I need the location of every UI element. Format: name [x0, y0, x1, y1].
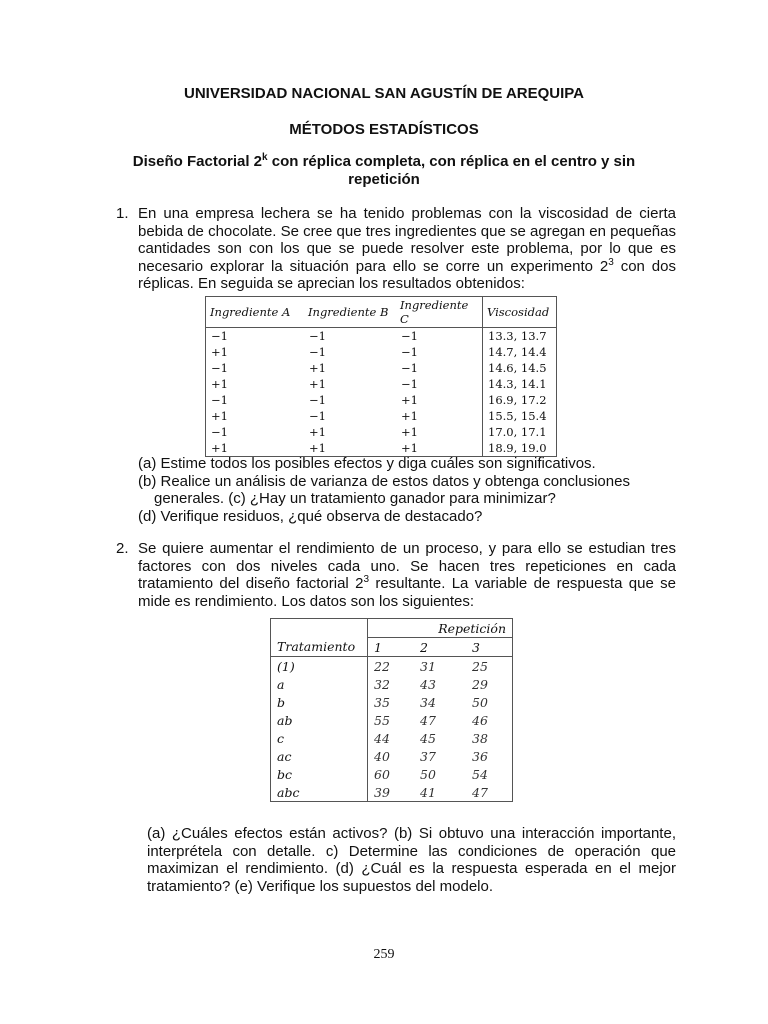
table-cell: −1 — [309, 409, 326, 423]
table-cell: 47 — [420, 712, 436, 728]
table-cell: −1 — [401, 329, 418, 343]
viscosity-table — [205, 296, 557, 457]
table-cell: 25 — [472, 658, 488, 674]
question-d: (d) Verifique residuos, ¿qué observa de destacado? — [138, 507, 483, 525]
problem2-questions: (a) ¿Cuáles efectos están activos? (b) Si obtuvo una interacción importante, interprételа con detalle. c) Determine las condiciones de operación que maximizan el rendimiento. (d) ¿Cuál es la respuesta esperada en el mejor tratamiento? (e) Verifique los supuestos del modelo. — [147, 825, 676, 895]
table-cell: 38 — [472, 730, 488, 746]
treatment-label: ab — [277, 712, 293, 728]
table-cell: +1 — [309, 425, 326, 439]
table-cell: 50 — [420, 766, 436, 782]
repeticion-header: Repetición — [368, 619, 513, 638]
problem2-text-pre: Se quiere aumentar el rendimiento de un proceso, y para ello se estudian tres factores con dos niveles cada uno. Se hacen tres repeticiones en cada tratamiento del diseño factorial 2 — [138, 540, 676, 592]
table-cell: +1 — [401, 425, 418, 439]
table-cell: +1 — [309, 361, 326, 375]
table-cell: −1 — [309, 393, 326, 407]
table-cell: −1 — [309, 345, 326, 359]
treatment-label: bc — [277, 766, 293, 782]
question-b-cont: generales. (c) ¿Hay un tratamiento ganador para minimizar? — [154, 490, 556, 507]
problem2-text-post: resultante. La variable de respuesta que se mide es rendimiento. Los datos son los siguientes: — [138, 575, 676, 610]
table-cell: 50 — [472, 694, 488, 710]
treatment-label: a — [277, 676, 285, 692]
table-row — [206, 360, 557, 376]
table-group-header-row — [271, 619, 513, 638]
col-ingrediente-a: Ingrediente A — [206, 297, 305, 328]
table-cell: +1 — [211, 377, 228, 391]
table-cell: 34 — [420, 694, 436, 710]
table-cell: 60 — [368, 765, 415, 783]
col-rep-3: 3 — [466, 638, 513, 657]
table-cell: −1 — [401, 361, 418, 375]
table-row — [271, 693, 513, 711]
subtitle-line1-post: con réplica completa, con réplica en el centro y sin — [267, 153, 636, 170]
table-row — [206, 424, 557, 440]
col-ingrediente-c: Ingrediente C — [396, 297, 483, 328]
treatment-label: abc — [277, 784, 300, 800]
table-cell: +1 — [401, 441, 418, 455]
subtitle-pre: Diseño Factorial 2 — [132, 153, 263, 170]
table-cell: 16.9, 17.2 — [483, 392, 557, 408]
table-cell: 14.7, 14.4 — [483, 344, 557, 360]
course-title: MÉTODOS ESTADÍSTICOS — [289, 121, 479, 138]
table-cell: 31 — [420, 658, 436, 674]
table-row — [206, 376, 557, 392]
table-cell: 14.3, 14.1 — [483, 376, 557, 392]
table-row — [271, 657, 513, 676]
table-cell: +1 — [211, 409, 228, 423]
problem1-text-pre: En una empresa lechera se ha tenido problemas con la viscosidad de cierta bebida de chocolate. Se cree que tres ingredientes que se agregan en pequeñas cantidades son con los que se puede resolver este problema, por lo que es necesario explorar la situación para ello se corre un experimento 2 — [138, 205, 676, 275]
table-row — [271, 729, 513, 747]
table-cell: 22 — [368, 657, 415, 676]
problem2-number: 2. — [116, 540, 129, 557]
table-cell: 46 — [472, 712, 488, 728]
table-cell: 44 — [368, 729, 415, 747]
problem1-text-post: con dos réplicas. En seguida se aprecian los resultados obtenidos: — [138, 257, 676, 292]
table-row — [206, 408, 557, 424]
table-cell: 14.6, 14.5 — [483, 360, 557, 376]
table-row — [206, 392, 557, 408]
table-cell: +1 — [211, 345, 228, 359]
table-cell: +1 — [401, 409, 418, 423]
table-cell: 43 — [420, 676, 436, 692]
table-cell: −1 — [211, 329, 228, 343]
table-cell: +1 — [309, 377, 326, 391]
table-cell: 37 — [420, 748, 436, 764]
table-cell: 17.0, 17.1 — [483, 424, 557, 440]
col-rep-2: 2 — [414, 638, 466, 657]
table-cell: +1 — [211, 441, 228, 455]
section-subtitle — [0, 153, 768, 189]
treatment-label: b — [277, 694, 286, 710]
table-cell: 13.3, 13.7 — [483, 328, 557, 345]
table-cell: 32 — [368, 675, 415, 693]
treatment-label: (1) — [277, 658, 295, 674]
table-row — [271, 675, 513, 693]
table-row — [206, 344, 557, 360]
table-cell: 41 — [420, 784, 436, 800]
table-cell: 55 — [368, 711, 415, 729]
university-title: UNIVERSIDAD NACIONAL SAN AGUSTÍN DE AREQUIPA — [183, 85, 585, 102]
table-cell: −1 — [401, 345, 418, 359]
tratamiento-header: Tratamiento — [271, 638, 368, 657]
problem1-text — [138, 205, 676, 293]
problem2-text — [138, 540, 676, 610]
col-viscosidad: Viscosidad — [483, 297, 557, 328]
table-header-row — [271, 638, 513, 657]
problem2-text-sup: 3 — [363, 574, 369, 585]
table-row — [206, 328, 557, 345]
table-cell: 40 — [368, 747, 415, 765]
table-cell: 35 — [368, 693, 415, 711]
table-cell: 15.5, 15.4 — [483, 408, 557, 424]
yield-table — [270, 618, 513, 802]
table-cell: 47 — [472, 784, 488, 800]
table-row — [271, 747, 513, 765]
table-cell: −1 — [211, 361, 228, 375]
subtitle-sup: k — [262, 152, 268, 163]
table-row — [271, 711, 513, 729]
table-cell: +1 — [309, 441, 326, 455]
treatment-label: c — [277, 730, 285, 746]
table-row — [271, 783, 513, 802]
table-cell: 18.9, 19.0 — [483, 440, 557, 457]
treatment-label: ac — [277, 748, 292, 764]
table-header-row — [206, 297, 557, 328]
question-a: (a) Estime todos los posibles efectos y diga cuáles son significativos. — [138, 455, 596, 472]
table-cell: 29 — [472, 676, 488, 692]
table-cell: −1 — [309, 329, 326, 343]
table-cell: +1 — [401, 393, 418, 407]
table-cell: 54 — [472, 766, 488, 782]
page-number: 259 — [373, 947, 395, 962]
problem1-questions — [138, 455, 676, 525]
col-ingrediente-b: Ingrediente B — [304, 297, 396, 328]
table-cell: 36 — [472, 748, 488, 764]
table-row — [271, 765, 513, 783]
problem1-number: 1. — [116, 205, 129, 222]
table-cell: −1 — [211, 393, 228, 407]
subtitle-line2: repetición — [348, 171, 420, 188]
table-cell: −1 — [401, 377, 418, 391]
question-b: (b) Realice un análisis de varianza de estos datos y obtenga conclusiones — [138, 472, 630, 490]
table-cell: −1 — [211, 425, 228, 439]
problem1-text-sup: 3 — [608, 256, 614, 268]
table-cell: 39 — [368, 783, 415, 802]
col-rep-1: 1 — [368, 638, 415, 657]
table-cell: 45 — [420, 730, 436, 746]
